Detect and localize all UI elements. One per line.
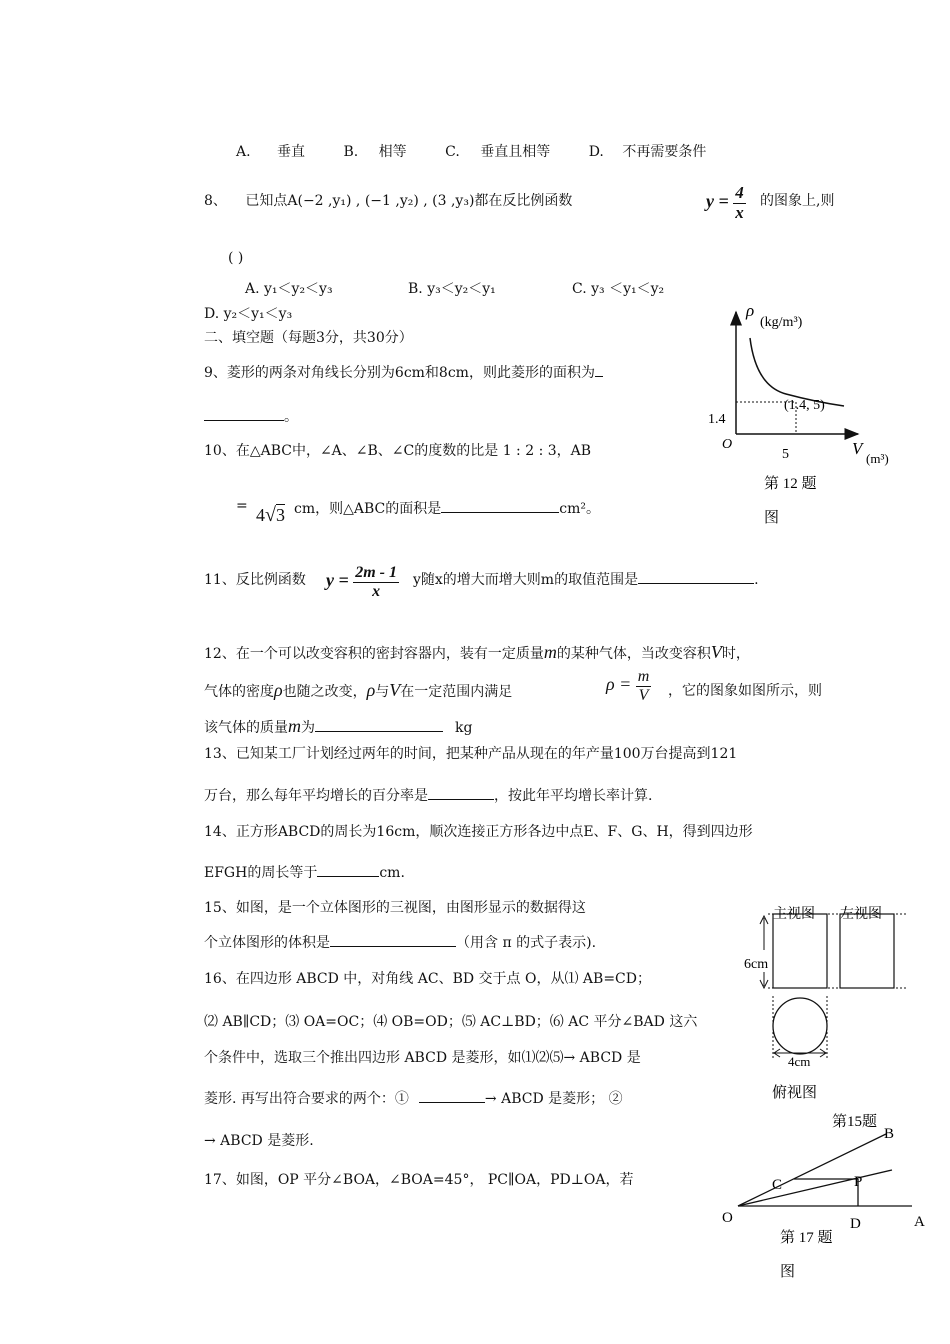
- figure-15: [738, 900, 918, 1132]
- q12-m: m: [543, 642, 557, 662]
- q12-line2-end: ，它的图象如图所示，则: [668, 683, 822, 699]
- q10-blank: [441, 512, 559, 513]
- q12-text-8: 该气体的质量: [204, 720, 288, 736]
- q12-text-9: 为: [301, 720, 315, 736]
- q16-text: 菱形. 再写出符合要求的两个：①: [204, 1091, 409, 1107]
- q8-function-denominator: x: [735, 202, 744, 222]
- figure-12: [700, 298, 910, 536]
- q9-end: 。: [284, 409, 298, 425]
- q7-option-b-label: B.: [343, 144, 359, 160]
- q17-line1: 17、如图，OP 平分∠BOA，∠BOA=45°， PC∥OA，PD⊥OA，若: [204, 1172, 634, 1188]
- fig17-label-P: P: [854, 1174, 863, 1190]
- fig17-label-D: D: [850, 1216, 861, 1232]
- q15-text: 个立体图形的体积是: [204, 935, 330, 951]
- q12-text-7: 在一定范围内满足: [400, 684, 513, 700]
- q8-text: 已知点A(−2 ,y₁) , (−1 ,y₂) , (3 ,y₃)都在反比例函数: [245, 193, 573, 209]
- fig12-rho: ρ: [746, 301, 755, 320]
- q16-line4: [204, 1088, 623, 1108]
- q11-blank: [638, 583, 754, 584]
- q16-line3: 个条件中，选取三个推出四边形 ABCD 是菱形，如⑴⑵⑸→ ABCD 是: [204, 1050, 641, 1066]
- q11-prefix: 11、反比例函数: [204, 572, 306, 588]
- fig12-curve: [750, 338, 844, 406]
- q12-line2: [204, 680, 512, 701]
- fig15-front-label: 主视图: [773, 907, 815, 922]
- section-title: 二、填空题（每题3分，共30分）: [204, 330, 413, 346]
- q9-line1: [204, 362, 603, 382]
- q13-line2: [204, 785, 652, 805]
- q10-line2: [294, 498, 600, 518]
- q12-V-2: V: [389, 680, 401, 700]
- fig15-side-view: [840, 914, 894, 988]
- q13-text-2: ，按此年平均增长率计算.: [494, 788, 653, 804]
- q11-text: [413, 569, 759, 589]
- q8-answer-paren: ( ): [228, 250, 244, 266]
- q14-blank: [317, 876, 379, 877]
- q8-function: [706, 184, 746, 222]
- q11-function-numerator: 2m - 1: [355, 564, 397, 581]
- q12-text-6: 与: [375, 684, 390, 700]
- fig12-x-tick: 5: [782, 447, 789, 462]
- q11-condition: y随x的增大而增大则m的取值范围是: [413, 572, 639, 588]
- q10-text: cm，则△ABC的面积是: [294, 501, 442, 517]
- q8-function-lhs: y =: [706, 191, 729, 212]
- q14-line1: 14、正方形ABCD的周长为16cm，顺次连接正方形各边中点E、F、G、H，得到四边形: [204, 824, 753, 840]
- q12-text-4: 气体的密度: [204, 684, 274, 700]
- q12-V: V: [710, 642, 722, 662]
- q12-line1: [204, 642, 750, 663]
- q8-text-after: 的图象上,则: [760, 193, 835, 209]
- fig12-point-label: (1.4, 5): [784, 398, 825, 413]
- q9-line2: [204, 406, 298, 426]
- q12-m-2: m: [288, 716, 301, 736]
- q12-formula-denominator: V: [638, 686, 649, 704]
- fig17-label-O: O: [722, 1210, 733, 1226]
- q12-rho: ρ: [274, 680, 283, 700]
- q10-unit: cm²。: [559, 501, 600, 517]
- q8-option-a: A. y₁＜y₂＜y₃: [245, 281, 333, 297]
- q9-blank: [204, 420, 284, 421]
- fig15-width-label: 4cm: [788, 1054, 811, 1069]
- q7-option-d-text: 不再需要条件: [622, 144, 707, 160]
- q8-option-b: B. y₃＜y₂＜y₁: [408, 281, 496, 297]
- q11-function-denominator: x: [372, 582, 381, 600]
- fig12-v-unit: (m³): [866, 451, 889, 466]
- q11-function: [326, 564, 399, 600]
- figure-17: [716, 1118, 936, 1284]
- q8-function-numerator: 4: [735, 183, 744, 202]
- q13-text: 万台，那么每年平均增长的百分率是: [204, 788, 428, 804]
- q8-option-c: C. y₃ ＜y₁＜y₂: [572, 281, 665, 297]
- q11-end: .: [754, 572, 759, 588]
- q13-line1: 13、已知某工厂计划经过两年的时间，把某种产品从现在的年产量100万台提高到121: [204, 746, 738, 762]
- fig15-height-label: 6cm: [744, 957, 769, 972]
- q10-line1: 10、在△ABC中，∠A、∠B、∠C的度数的比是 1 : 2 : 3，AB: [204, 443, 592, 459]
- q16-line2: ⑵ AB∥CD；⑶ OA=OC；⑷ OB=OD；⑸ AC⊥BD；⑹ AC 平分∠BAD 这六: [204, 1014, 698, 1030]
- q16-text-2: → ABCD 是菱形； ②: [484, 1091, 623, 1107]
- q7-option-b-text: 相等: [378, 144, 407, 160]
- q8-option-d: D. y₂＜y₁＜y₃: [204, 306, 293, 322]
- q15-line1: 15、如图，是一个立体图形的三视图，由图形显示的数据得这: [204, 900, 586, 916]
- q14-line2: [204, 862, 405, 882]
- q14-unit: cm.: [379, 865, 405, 881]
- fig12-rho-unit: (kg/m³): [760, 315, 803, 330]
- q7-options: [236, 141, 706, 161]
- q12-text-5: 也随之改变，: [282, 684, 367, 700]
- fig15-caption: 第15题: [832, 1114, 878, 1130]
- q12-text-2: 的某种气体，当改变容积: [556, 646, 711, 662]
- fig17-OB: [738, 1134, 886, 1206]
- fig17-caption-2: 图: [780, 1264, 796, 1280]
- q10-eq: =: [236, 498, 248, 514]
- fig12-v: V: [852, 439, 863, 458]
- q16-blank-1: [419, 1102, 485, 1103]
- fig15-top-label: 俯视图: [772, 1085, 818, 1101]
- q13-blank: [428, 799, 494, 800]
- q15-blank: [330, 946, 456, 947]
- q12-text-3: 时，: [721, 646, 750, 662]
- q7-option-a-text: 垂直: [277, 144, 306, 160]
- q12-unit: kg: [455, 720, 473, 736]
- q16-line5: → ABCD 是菱形.: [204, 1133, 314, 1149]
- q12-formula-numerator: m: [637, 668, 650, 685]
- fig17-OP: [738, 1170, 892, 1206]
- q12-formula-lhs: ρ =: [606, 674, 632, 695]
- q11-function-lhs: y =: [326, 570, 349, 591]
- fig17-label-B: B: [884, 1126, 895, 1142]
- fig15-side-label: 左视图: [840, 907, 882, 922]
- fig15-top-view: [773, 998, 827, 1054]
- q8-number: 8、: [204, 193, 227, 209]
- q12-line3: [204, 716, 472, 737]
- q9-text: 9、菱形的两条对角线长分别为6cm和8cm，则此菱形的面积为: [204, 365, 595, 381]
- fig12-origin: O: [722, 437, 733, 452]
- q12-formula: [606, 668, 651, 704]
- fig15-front-view: [773, 914, 827, 988]
- q10-radical: 4√3: [256, 504, 285, 526]
- q7-option-d-label: D.: [588, 144, 604, 160]
- q7-option-c-label: C.: [445, 144, 460, 160]
- q16-line1: 16、在四边形 ABCD 中，对角线 AC、BD 交于点 O，从⑴ AB=CD；: [204, 971, 651, 987]
- q7-option-c-text: 垂直且相等: [480, 144, 551, 160]
- q14-text: EFGH的周长等于: [204, 865, 318, 881]
- q7-option-a-label: A.: [236, 144, 251, 160]
- q15-text-2: （用含 π 的式子表示).: [456, 935, 597, 951]
- fig12-y-tick: 1.4: [708, 412, 726, 427]
- fig12-caption-2: 图: [764, 510, 780, 526]
- q10-radicand: 3: [275, 505, 285, 525]
- q15-line2: [204, 932, 596, 952]
- q9-blank-start: [595, 376, 603, 377]
- q8-stem: [204, 190, 572, 210]
- fig17-label-C: C: [772, 1177, 783, 1193]
- q12-rho-2: ρ: [366, 680, 376, 700]
- fig12-caption-1: 第 12 题: [764, 476, 817, 492]
- fig17-caption-1: 第 17 题: [780, 1230, 833, 1246]
- fig17-label-A: A: [914, 1214, 925, 1230]
- q10-coef: 4: [256, 505, 265, 525]
- q12-blank: [315, 731, 443, 732]
- q12-text-1: 12、在一个可以改变容积的密封容器内，装有一定质量: [204, 646, 544, 662]
